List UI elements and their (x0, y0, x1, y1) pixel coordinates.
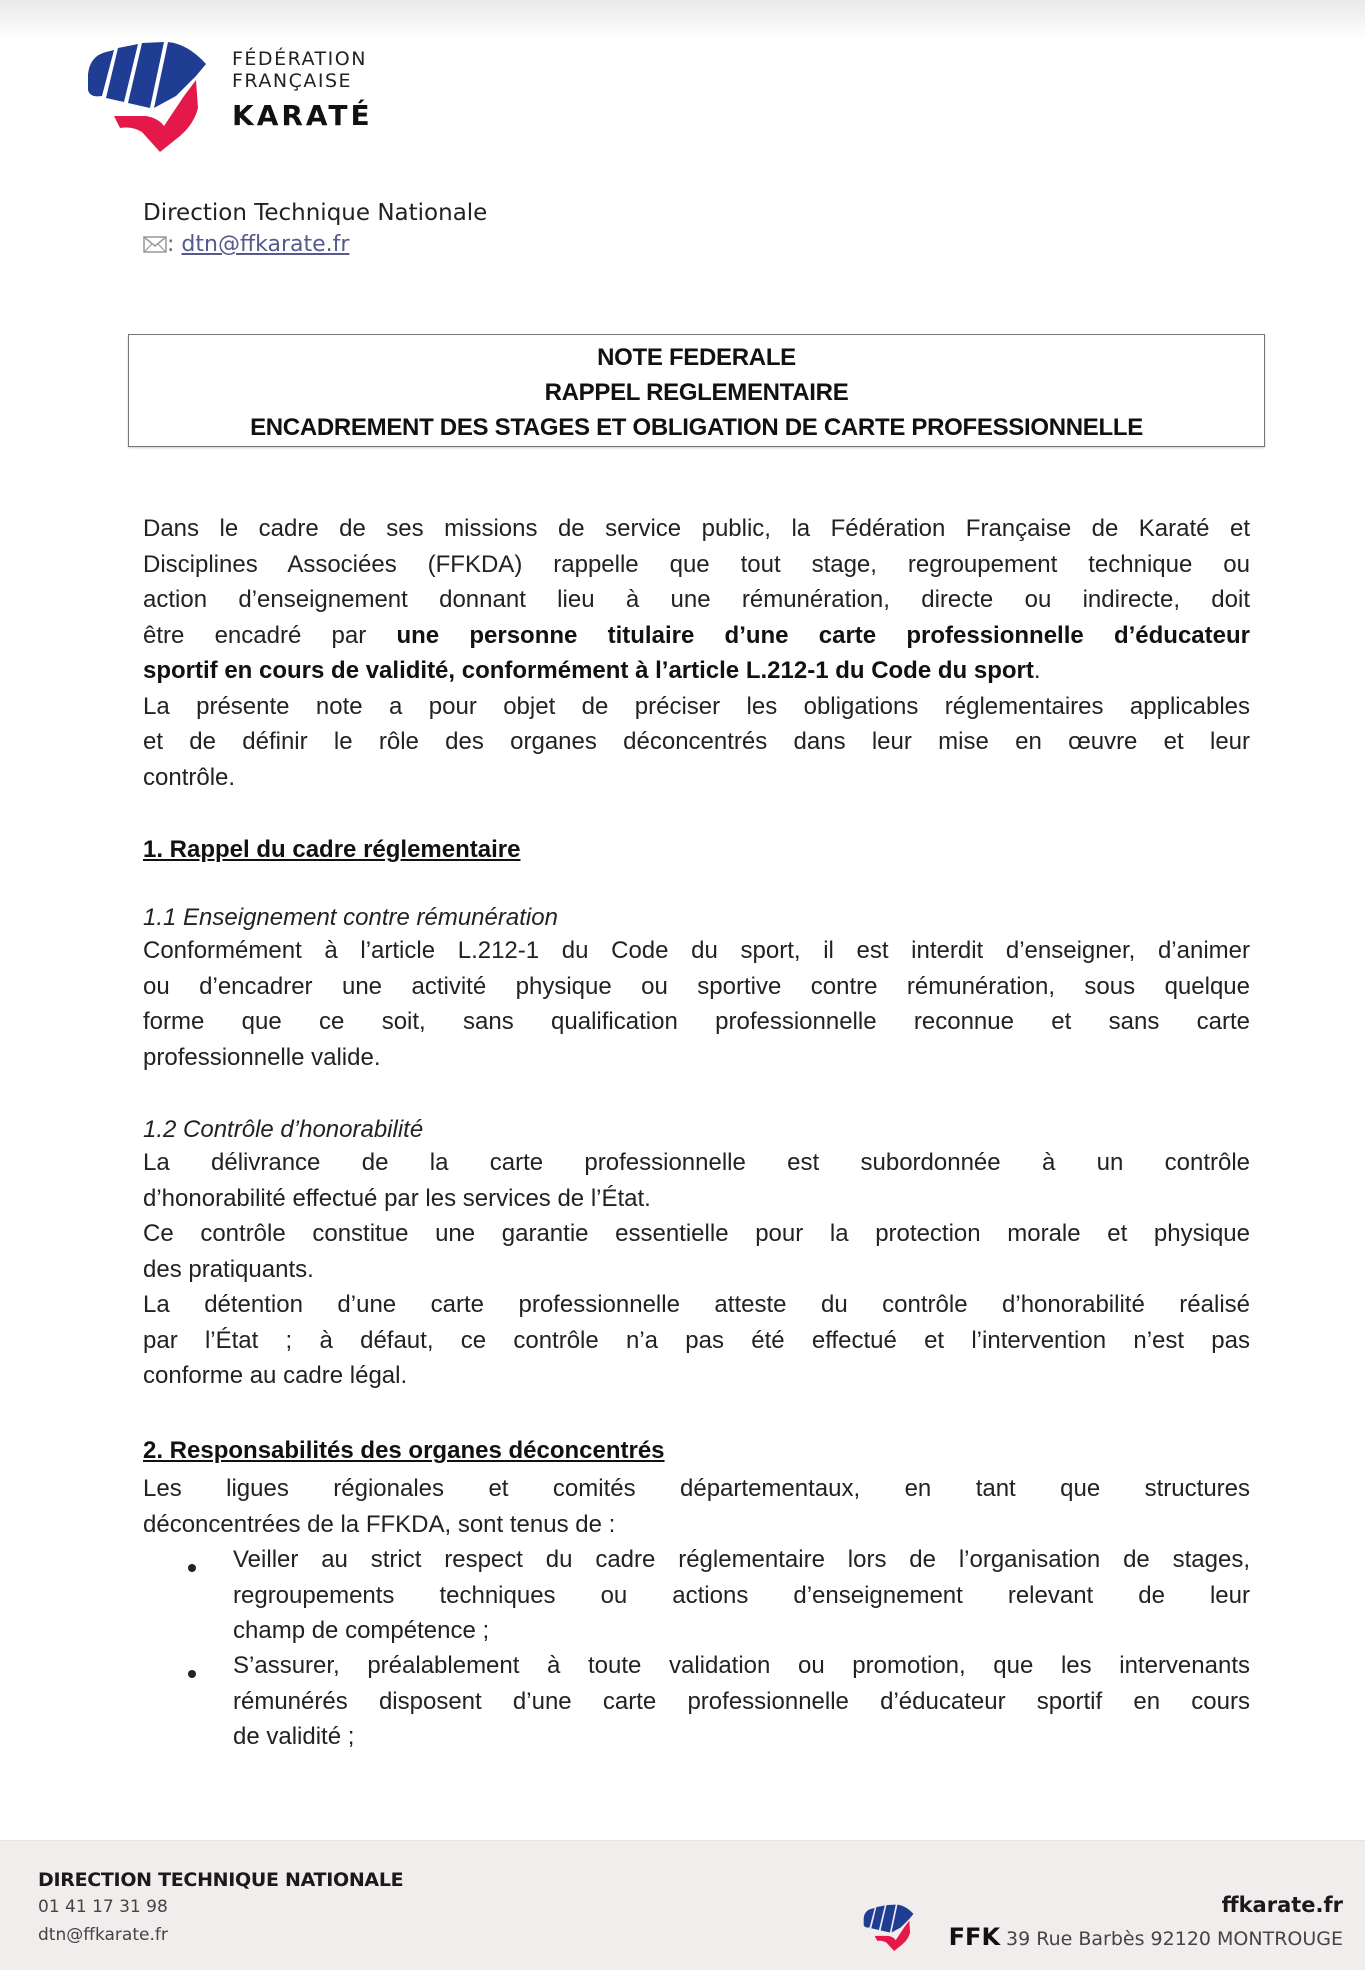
page-footer (0, 1840, 1365, 1970)
email-link[interactable]: dtn@ffkarate.fr (181, 232, 350, 257)
logo-text-karate: KARATÉ (232, 99, 373, 132)
body-line: ou d’encadrer une activité physique ou sportive contre rémunération, sous quelque (143, 972, 1250, 1000)
bullet-item (233, 1542, 1250, 1649)
intro-line: et de définir le rôle des organes déconcentrés dans leur mise en œuvre et leur (143, 728, 1250, 755)
body-line: déconcentrées de la FFKDA, sont tenus de : (143, 1510, 616, 1538)
bullet-icon (188, 1564, 196, 1572)
bullet-line: champ de compétence ; (233, 1617, 490, 1644)
intro-line: Disciplines Associées (FFKDA) rappelle que tout stage, regroupement technique ou (143, 550, 1250, 578)
department-email-line (143, 232, 349, 257)
footer-address-line (949, 1923, 1343, 1951)
bullet-item (233, 1648, 1250, 1755)
intro-paragraph (143, 511, 1250, 795)
intro-line (143, 653, 1250, 689)
intro-line: La présente note a pour objet de préciser les obligations réglementaires applicables (143, 692, 1250, 720)
body-line: La détention d’une carte professionnelle atteste du contrôle d’honorabilité réalisé (143, 1291, 1250, 1318)
bullet-line: de validité ; (233, 1723, 355, 1750)
body-line: des pratiquants. (143, 1255, 314, 1283)
section-2-body (143, 1471, 1250, 1542)
footer-address: 39 Rue Barbès 92120 MONTROUGE (1006, 1928, 1343, 1950)
body-line: Conformément à l’article L.212-1 du Code du sport, il est interdit d’enseigner, d’animer (143, 937, 1250, 964)
footer-website[interactable]: ffkarate.fr (1221, 1893, 1343, 1917)
footer-phone: 01 41 17 31 98 (38, 1897, 168, 1917)
intro-line (143, 618, 1250, 654)
subsection-1-1-title: 1.1 Enseignement contre rémunération (143, 904, 558, 931)
intro-bold-text: sportif en cours de validité, conformément à l’article L.212-1 du Code du sport (143, 657, 1034, 684)
bullet-line: rémunérés disposent d’une carte professionnelle d’éducateur sportif en cours (233, 1687, 1250, 1715)
subsection-1-2-body (143, 1145, 1250, 1394)
body-line: professionnelle valide. (143, 1043, 381, 1071)
body-line: forme que ce soit, sans qualification professionnelle reconnue et sans carte (143, 1008, 1250, 1035)
body-line: Ce contrôle constitue une garantie essentielle pour la protection morale et physique (143, 1220, 1250, 1247)
body-line: d’honorabilité effectué par les services de l’État. (143, 1184, 651, 1212)
title-line-note-federale: NOTE FEDERALE (597, 344, 796, 371)
title-line-encadrement: ENCADREMENT DES STAGES ET OBLIGATION DE CARTE PROFESSIONNELLE (250, 414, 1143, 441)
body-line: conforme au cadre légal. (143, 1362, 408, 1389)
logo-text-federation: FÉDÉRATION (232, 48, 367, 70)
footer-ffk-logo-icon (862, 1901, 916, 1953)
bullet-icon (188, 1670, 196, 1678)
intro-line: Dans le cadre de ses missions de service public, la Fédération Française de Karaté et (143, 515, 1250, 542)
title-line-rappel: RAPPEL REGLEMENTAIRE (544, 379, 849, 406)
footer-department: DIRECTION TECHNIQUE NATIONALE (38, 1869, 404, 1891)
department-name: Direction Technique Nationale (143, 200, 488, 226)
intro-line: action d’enseignement donnant lieu à une rémunération, directe ou indirecte, doit (143, 586, 1250, 613)
title-box (128, 334, 1265, 447)
footer-brand: FFK (948, 1923, 1001, 1951)
intro-bold-text: une personne titulaire d’une carte professionnelle d’éducateur (396, 621, 1250, 649)
intro-text: être encadré par (143, 621, 397, 649)
section-2-heading: 2. Responsabilités des organes déconcentrés (143, 1437, 665, 1464)
subsection-1-1-body (143, 933, 1250, 1075)
ffk-logo-icon (84, 36, 212, 154)
section-1-heading: 1. Rappel du cadre réglementaire (143, 836, 521, 863)
body-line: par l’État ; à défaut, ce contrôle n’a pas été effectué et l’intervention n’est pas (143, 1326, 1250, 1354)
logo-text-francaise: FRANÇAISE (232, 70, 353, 92)
subsection-1-2-title: 1.2 Contrôle d’honorabilité (143, 1116, 424, 1143)
footer-email[interactable]: dtn@ffkarate.fr (38, 1925, 168, 1945)
bullet-line: Veiller au strict respect du cadre réglementaire lors de l’organisation de stages, (233, 1546, 1250, 1573)
intro-text: . (1033, 657, 1041, 684)
intro-line: contrôle. (143, 763, 236, 791)
bullet-line: S’assurer, préalablement à toute validation ou promotion, que les intervenants (233, 1652, 1250, 1679)
bullet-line: regroupements techniques ou actions d’enseignement relevant de leur (233, 1581, 1250, 1609)
body-line: La délivrance de la carte professionnelle est subordonnée à un contrôle (143, 1149, 1250, 1176)
email-separator: : (167, 232, 175, 257)
envelope-icon (143, 236, 167, 253)
page-top-shade (0, 0, 1365, 40)
body-line: Les ligues régionales et comités départementaux, en tant que structures (143, 1475, 1250, 1502)
